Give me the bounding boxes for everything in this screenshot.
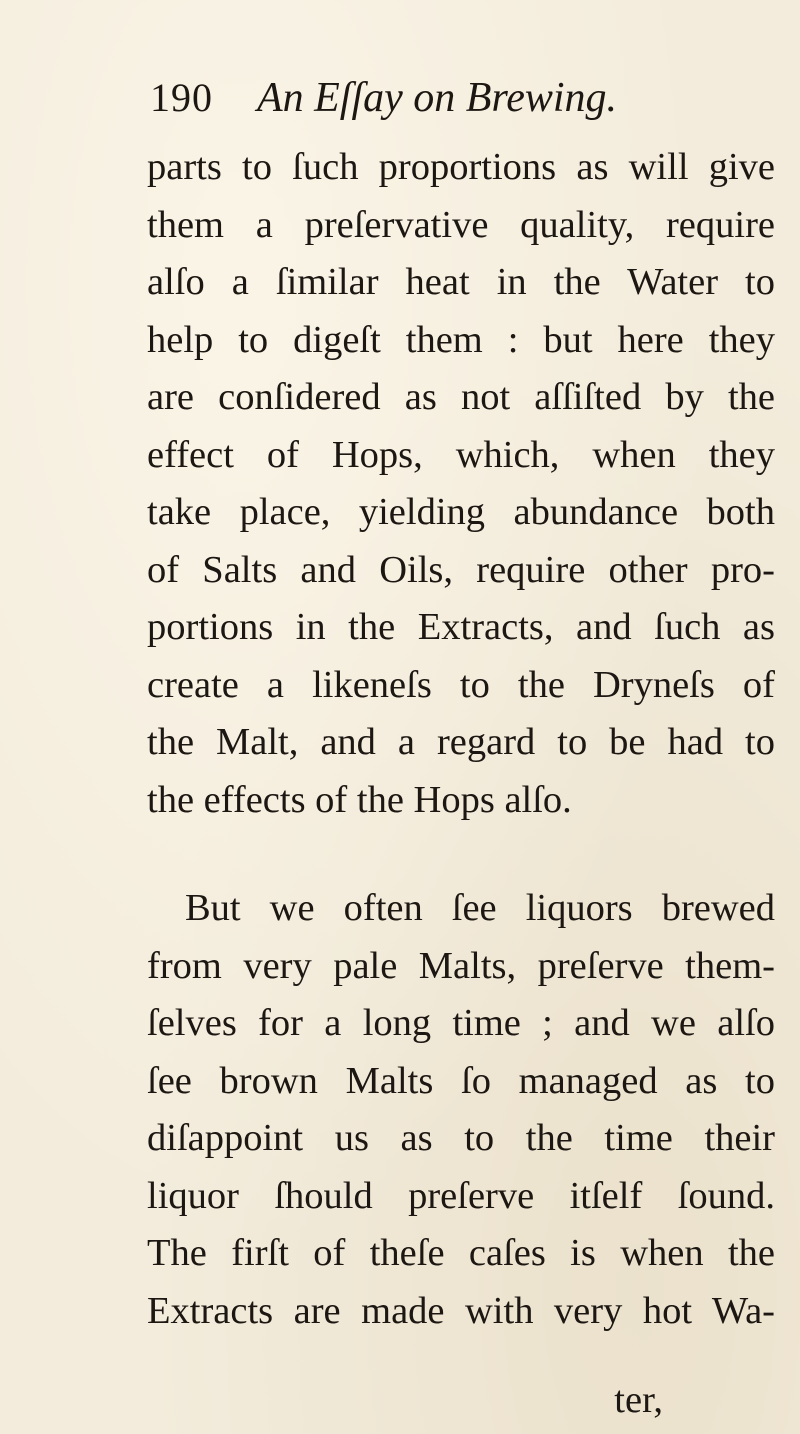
text-line: parts to ſuch proportions as will give <box>147 146 775 188</box>
text-line: Extracts are made with very hot Wa- <box>147 1289 775 1332</box>
running-title: An Eſſay on Brewing. <box>257 75 618 121</box>
text-line: portions in the Extracts, and ſuch as <box>147 606 775 648</box>
paragraph-1 <box>147 139 775 829</box>
text-line: liquor ſhould preſerve itſelf ſound. <box>147 1174 775 1217</box>
text-line: alſo a ſimilar heat in the Water to <box>147 261 775 303</box>
paragraph-2 <box>147 880 775 1340</box>
text-line: create a likeneſs to the Dryneſs of <box>147 663 775 706</box>
text-line: take place, yielding abundance both <box>147 491 775 533</box>
text-line: the effects of the Hops alſo. <box>147 778 572 821</box>
text-line: ſee brown Malts ſo managed as to <box>147 1059 775 1102</box>
text-line: help to digeſt them : but here they <box>147 318 775 361</box>
text-line: diſappoint us as to the time their <box>147 1117 775 1159</box>
catchword: ter, <box>614 1379 663 1421</box>
text-line: But we often ſee liquors brewed <box>185 887 775 929</box>
text-line: are conſidered as not aſſiſted by the <box>147 376 775 418</box>
text-line: the Malt, and a regard to be had to <box>147 721 775 763</box>
text-line: them a preſervative quality, require <box>147 203 775 246</box>
text-line: from very pale Malts, preſerve them- <box>147 944 775 987</box>
text-line: ſelves for a long time ; and we alſo <box>147 1002 775 1044</box>
text-line: effect of Hops, which, when they <box>147 433 775 476</box>
page-number: 190 <box>150 75 213 120</box>
text-line: The firſt of theſe caſes is when the <box>147 1232 775 1274</box>
paragraph-spacer <box>147 829 775 880</box>
text-line: of Salts and Oils, require other pro- <box>147 548 775 591</box>
page-header <box>150 74 617 134</box>
body-text <box>147 139 775 1340</box>
